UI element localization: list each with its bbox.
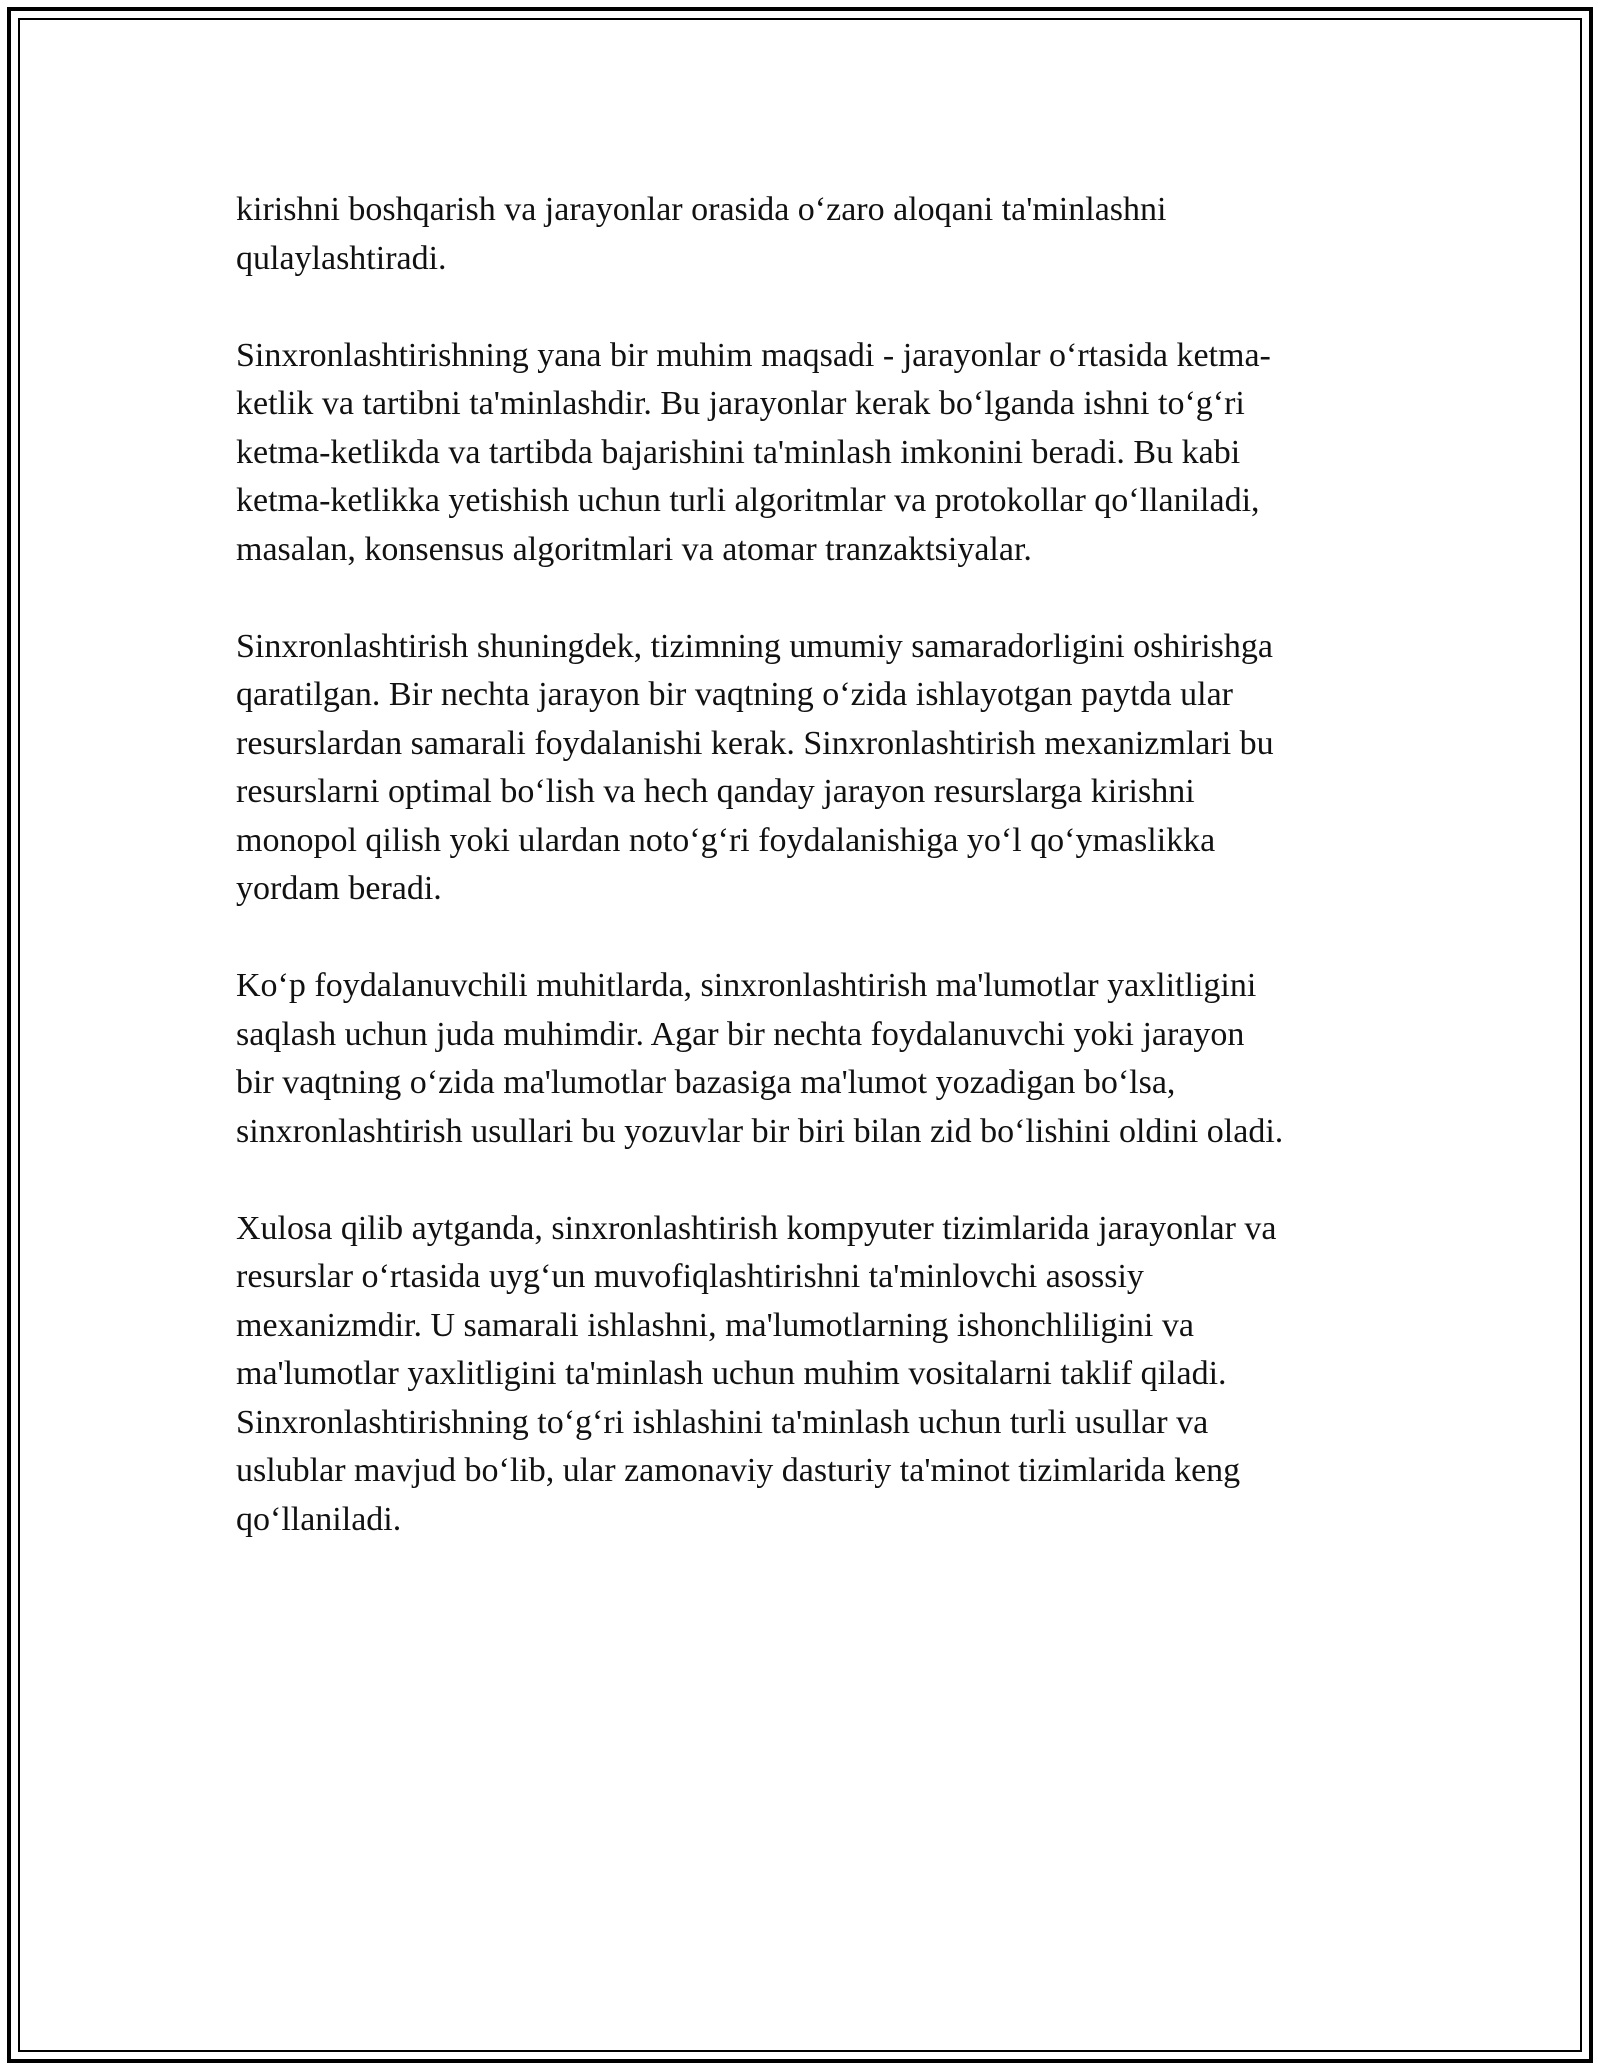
paragraph: Sinxronlashtirishning yana bir muhim maqsadi - jarayonlar o‘rtasida ketma- ketlik va tartibni ta'minlashdir. Bu jarayonlar kerak bo‘lganda ishni to‘g‘ri ketma-ketlikda va tartibda bajarishini ta'minlash imkonini beradi. Bu kabi ketma-ketlikka yetishish uchun turli algoritmlar va protokollar qo‘llaniladi, masalan, konsensus algoritmlari va atomar tranzaktsiyalar.: [236, 336, 1271, 568]
paragraph: Xulosa qilib aytganda, sinxronlashtirish kompyuter tizimlarida jarayonlar va resurslar o‘rtasida uyg‘un muvofiqlashtirishni ta'minlovchi asossiy mexanizmdir. U samarali ishlashni, ma'lumotlarning ishonchliligini va ma'lumotlar yaxlitligini ta'minlash uchun muhim vositalarni taklif qiladi. Sinxronlashtirishning to‘g‘ri ishlashini ta'minlash uchun turli usullar va uslublar mavjud bo‘lib, ular zamonaviy dasturiy ta'minot tizimlarida keng qo‘llaniladi.: [236, 1209, 1277, 1538]
paragraph: kirishni boshqarish va jarayonlar orasida o‘zaro aloqani ta'minlashni qulaylashtiradi.: [236, 191, 1167, 277]
paragraph: Ko‘p foydalanuvchili muhitlarda, sinxronlashtirish ma'lumotlar yaxlitligini saqlash uchun juda muhimdir. Agar bir nechta foydalanuvchi yoki jarayon bir vaqtning o‘zida ma'lumotlar bazasiga ma'lumot yozadigan bo‘lsa, sinxronlashtirish usullari bu yozuvlar bir biri bilan zid bo‘lishini oldini oladi.: [236, 967, 1284, 1150]
paragraph: Sinxronlashtirish shuningdek, tizimning umumiy samaradorligini oshirishga qaratilgan. Bir nechta jarayon bir vaqtning o‘zida ishlayotgan paytda ular resurslardan samarali foydalanishi kerak. Sinxronlashtirish mexanizmlari bu resurslarni optimal bo‘lish va hech qanday jarayon resurslarga kirishni monopol qilish yoki ulardan noto‘g‘ri foydalanishiga yo‘l qo‘ymaslikka yordam beradi.: [236, 627, 1274, 907]
document-body: [236, 186, 1376, 1593]
